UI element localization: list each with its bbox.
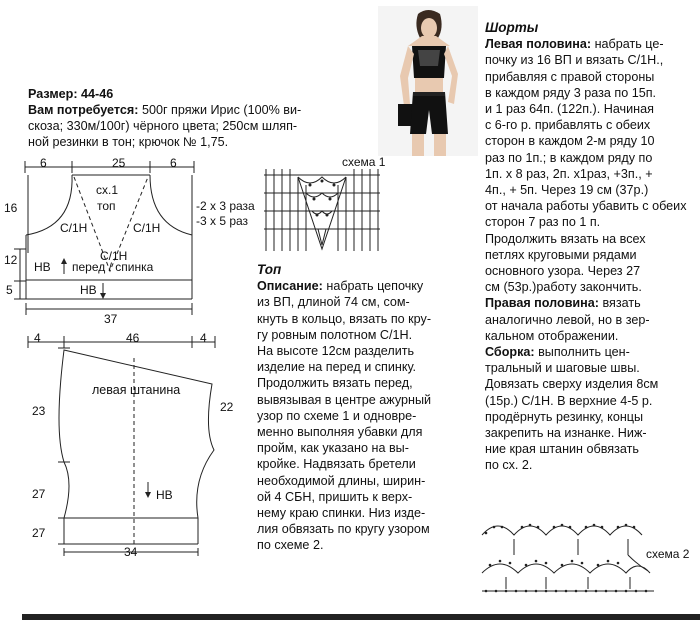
top-line-12: необходимой длины, ширин- [257,473,426,488]
assembly-line-7: по сх. 2. [485,458,533,473]
assembly-line-0 [485,344,697,360]
top-desc-label: Описание: [257,279,323,294]
top-line-5: изделие на перед и спинку. [257,360,417,375]
top-line-6: Продолжить вязать перед, [257,376,413,391]
shorts-left-line-6: сторон в каждом 2-м ряду 10 [485,134,655,149]
shorts-left-line-0 [485,36,697,52]
materials-label: Вам потребуется: [28,103,139,117]
assembly-line-3: (15р.) С/1Н. В верхние 4-5 р. [485,393,653,408]
top-label: топ [97,199,116,213]
size-label: Размер: [28,87,78,101]
size-line [28,86,113,102]
top-dim-left-side: 16 [4,201,18,215]
top-line-4: На высоте 12см разделить [257,344,415,359]
shorts-left-line-12: Продолжить вязать на всех [485,231,646,246]
materials-text-1: 500г пряжи Ирис (100% ви- [141,103,302,117]
shorts-left-line-14: основного узора. Через 27 [485,264,641,279]
shorts-left-line-8: 1п. х 8 раз, 2п. х1раз, +3п., + [485,166,653,181]
shorts-right-line-1: аналогично левой, но в зер- [485,312,650,327]
top-line-2: кнуть в кольцо, вязать по кру- [257,311,432,326]
decrease-label-1: -2 х 3 раза [196,199,255,213]
shorts-dim-bottom: 34 [124,545,138,559]
materials-line-3: ной резинки в тон; крючок № 1,75. [28,135,229,150]
shorts-left-line-2: прибавляя с правой стороны [485,69,655,84]
shorts-right-text-0: вязать [602,296,641,311]
shorts-left-line-1: почку из 16 ВП и вязать С/1Н., [485,53,664,68]
materials-line-1 [28,102,378,118]
shorts-dim-top-mid: 46 [126,331,140,345]
scheme-2 [478,515,700,605]
assembly-line-6: ние края штанин обвязать [485,442,639,457]
shorts-left-line-10: от начала работы убавить с обеих [485,199,687,214]
c1h-bottom-label: С/1Н [100,249,128,263]
front-back-label: перед / спинка [72,260,154,274]
scheme-1 [262,155,386,255]
top-line-1: из ВП, длиной 74 см, сом- [257,295,410,310]
shorts-right-line-2: кальном отображении. [485,328,619,343]
top-text-0: набрать цепочку [326,279,424,294]
leg-label: левая штанина [92,383,181,397]
top-line-10: пройм, как указано на вы- [257,441,409,456]
shorts-left-text-0: набрать це- [594,37,664,52]
shorts-dim-left-upper: 23 [32,404,46,418]
arrow-down-icon [145,482,151,498]
size-value: 44-46 [81,87,114,101]
shorts-left-line-9: 4п., + 5п. Через 19 см (37р.) [485,183,649,198]
shorts-heading: Шорты [485,20,539,35]
shorts-right-line-0 [485,295,697,311]
shorts-hb-label: НВ [156,488,173,502]
bottom-rule [22,614,700,620]
shorts-left-label: Левая половина: [485,37,592,52]
shorts-dim-left-lower: 27 [32,487,46,501]
assembly-label: Сборка: [485,345,535,360]
shorts-left-line-3: в каждом ряду 3 раза по 15п. [485,85,657,100]
arrow-up-icon [61,258,67,274]
arrow-down-icon [100,283,106,299]
shorts-left-line-15: см (53р.)работу закончить. [485,280,642,295]
top-line-7: вывязывая в центре ажурный [257,392,432,407]
top-dim-band2: 5 [6,283,13,297]
top-pattern-diagram [0,155,260,330]
top-line-0 [257,278,472,294]
c1h-right-label: С/1Н [133,221,161,235]
top-dim-left: 6 [40,156,47,170]
top-line-16: по схеме 2. [257,538,324,553]
top-line-9: менно выполняя убавки для [257,425,423,440]
assembly-line-5: закрепить на изнанке. Ниж- [485,426,647,441]
top-scheme-label: сх.1 [96,183,119,197]
hb-label-2: НВ [80,283,97,297]
assembly-line-2: Довязать сверху изделия 8см [485,377,659,392]
scheme-2-title: схема 2 [646,547,690,561]
materials-block [28,102,378,151]
top-dim-right: 6 [170,156,177,170]
top-dim-bottom: 37 [104,312,118,326]
model-illustration [378,6,478,156]
top-line-14: нему краю спинки. Низ изде- [257,506,426,521]
top-section [257,262,472,554]
hb-label-1: НВ [34,260,51,274]
shorts-dim-left-bottom: 27 [32,526,46,540]
shorts-left-line-7: раз по 1п.; в каждом ряду по [485,150,653,165]
shorts-left-line-13: петлях круговыми рядами [485,247,637,262]
top-heading: Топ [257,262,282,277]
shorts-left-line-11: сторон 7 раз по 1 п. [485,215,601,230]
materials-line-2: скоза; 330м/100г) чёрного цвета; 250см шляп- [28,119,298,134]
top-line-3: гу ровным полотном С/1Н. [257,327,413,342]
shorts-section [485,20,697,474]
top-line-8: узор по схеме 1 и одновре- [257,408,417,423]
shorts-dim-top-left: 4 [34,331,41,345]
shorts-right-label: Правая половина: [485,296,599,311]
assembly-line-4: продёрнуть резинку, концы [485,409,644,424]
scheme-1-svg [262,155,384,255]
c1h-left-label: С/1Н [60,221,88,235]
top-dim-mid: 25 [112,156,126,170]
top-pattern-svg [0,155,260,330]
shorts-dim-right-upper: 22 [220,400,234,414]
shorts-pattern-diagram [0,330,260,565]
assembly-line-1: тральный и шаговые швы. [485,361,640,376]
top-dim-band1: 12 [4,253,18,267]
shorts-left-line-4: и 1 раз 64п. (122п.). Начиная [485,102,654,117]
top-line-11: кройке. Надвязать бретели [257,457,416,472]
top-line-13: ой 4 СБН, пришить к верх- [257,489,413,504]
scheme-1-title: схема 1 [342,155,386,169]
top-line-15: лия обвязать по кругу узором [257,522,430,537]
shorts-left-line-5: с 6-го р. прибавлять с обеих [485,118,651,133]
model-photo [378,6,478,156]
shorts-dim-top-right: 4 [200,331,207,345]
assembly-text-0: выполнить цен- [538,345,630,360]
decrease-label-2: -3 х 5 раз [196,214,249,228]
